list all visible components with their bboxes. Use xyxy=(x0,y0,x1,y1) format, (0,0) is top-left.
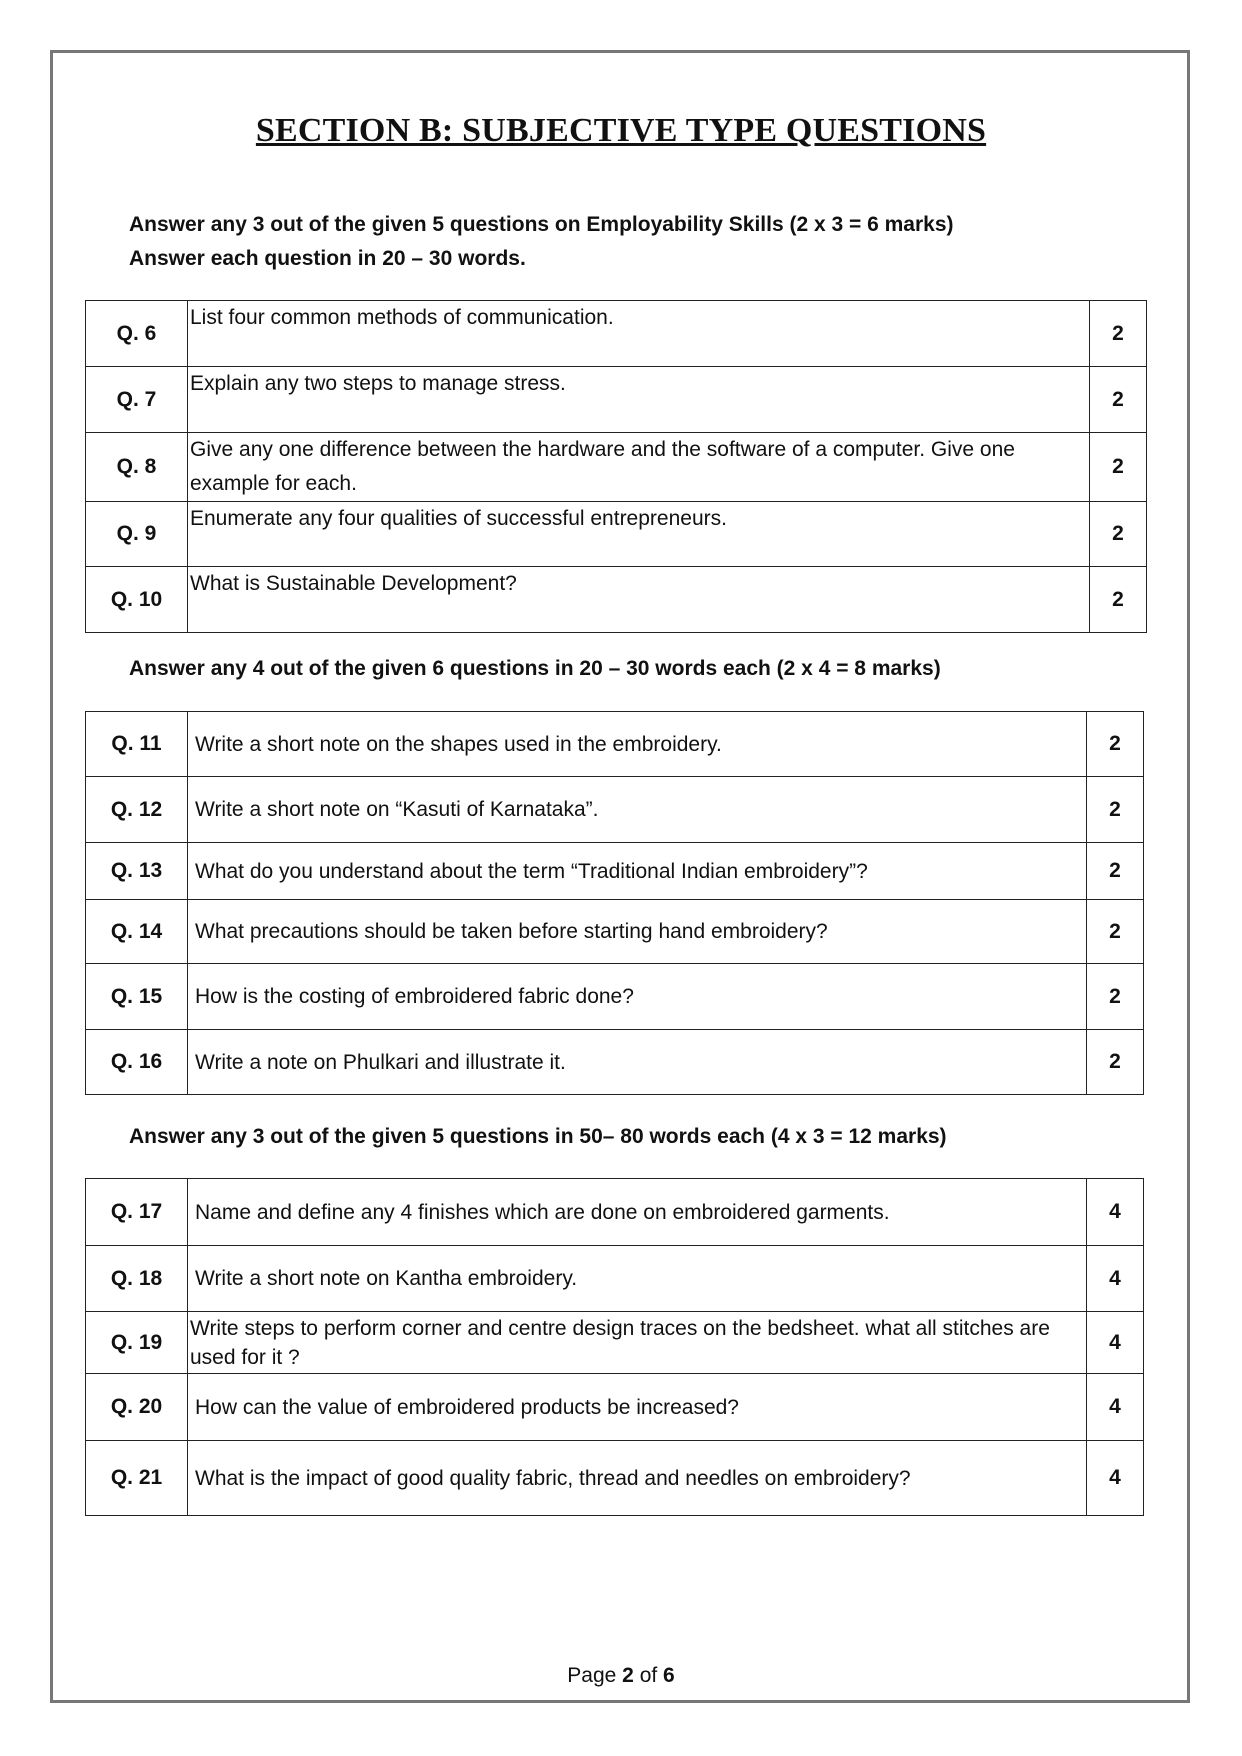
question-row xyxy=(86,433,1147,502)
of-label: of xyxy=(639,1664,658,1687)
question-number: Q. 10 xyxy=(86,567,188,633)
question-row xyxy=(86,777,1144,843)
question-text: Give any one difference between the hardware and the software of a computer. Give one example for each. xyxy=(188,433,1090,502)
question-marks: 4 xyxy=(1087,1246,1144,1312)
question-number: Q. 21 xyxy=(86,1441,188,1516)
question-marks: 4 xyxy=(1087,1312,1144,1374)
question-marks: 2 xyxy=(1090,433,1147,502)
part1-instruction-line1: Answer any 3 out of the given 5 questions on Employability Skills (2 x 3 = 6 marks) xyxy=(129,213,954,236)
question-marks: 2 xyxy=(1087,712,1144,777)
question-row xyxy=(86,964,1144,1030)
question-number: Q. 8 xyxy=(86,433,188,502)
question-number: Q. 13 xyxy=(86,843,188,900)
question-text: How is the costing of embroidered fabric done? xyxy=(188,964,1087,1030)
question-text: Write a short note on the shapes used in the embroidery. xyxy=(188,712,1087,777)
question-number: Q. 14 xyxy=(86,900,188,964)
question-marks: 4 xyxy=(1087,1374,1144,1441)
question-row xyxy=(86,1246,1144,1312)
question-number: Q. 16 xyxy=(86,1030,188,1095)
question-marks: 2 xyxy=(1090,367,1147,433)
part1-instruction-line2: Answer each question in 20 – 30 words. xyxy=(129,247,526,270)
question-row xyxy=(86,1312,1144,1374)
section-title: SECTION B: SUBJECTIVE TYPE QUESTIONS xyxy=(255,112,987,149)
part3-instruction: Answer any 3 out of the given 5 questions in 50– 80 words each (4 x 3 = 12 marks) xyxy=(129,1125,947,1148)
question-marks: 2 xyxy=(1090,502,1147,567)
page-label: Page xyxy=(567,1664,617,1687)
question-row xyxy=(86,843,1144,900)
question-marks: 2 xyxy=(1087,1030,1144,1095)
question-number: Q. 18 xyxy=(86,1246,188,1312)
question-text: Enumerate any four qualities of successful entrepreneurs. xyxy=(188,502,1090,567)
total-pages: 6 xyxy=(663,1664,675,1687)
question-marks: 2 xyxy=(1087,777,1144,843)
question-marks: 2 xyxy=(1090,567,1147,633)
question-text: Write steps to perform corner and centre design traces on the bedsheet. what all stitches are used for it ? xyxy=(188,1312,1087,1374)
question-marks: 2 xyxy=(1087,900,1144,964)
question-number: Q. 15 xyxy=(86,964,188,1030)
question-row xyxy=(86,712,1144,777)
question-text: Explain any two steps to manage stress. xyxy=(188,367,1090,433)
question-marks: 4 xyxy=(1087,1441,1144,1516)
part2-question-table xyxy=(85,711,1144,1095)
question-row xyxy=(86,301,1147,367)
question-row xyxy=(86,502,1147,567)
question-row xyxy=(86,1179,1144,1246)
question-number: Q. 6 xyxy=(86,301,188,367)
question-marks: 4 xyxy=(1087,1179,1144,1246)
question-number: Q. 20 xyxy=(86,1374,188,1441)
question-row xyxy=(86,367,1147,433)
question-text: What do you understand about the term “Traditional Indian embroidery”? xyxy=(188,843,1087,900)
question-row xyxy=(86,900,1144,964)
part1-question-table xyxy=(85,300,1147,633)
current-page: 2 xyxy=(622,1664,634,1687)
question-marks: 2 xyxy=(1087,843,1144,900)
question-row xyxy=(86,1030,1144,1095)
question-text: Write a note on Phulkari and illustrate it. xyxy=(188,1030,1087,1095)
question-row xyxy=(86,1441,1144,1516)
page-number-footer xyxy=(0,1664,1242,1688)
question-number: Q. 9 xyxy=(86,502,188,567)
question-number: Q. 7 xyxy=(86,367,188,433)
question-number: Q. 11 xyxy=(86,712,188,777)
question-text: Write a short note on Kantha embroidery. xyxy=(188,1246,1087,1312)
question-number: Q. 12 xyxy=(86,777,188,843)
question-number: Q. 19 xyxy=(86,1312,188,1374)
question-text: Name and define any 4 finishes which are done on embroidered garments. xyxy=(188,1179,1087,1246)
question-row xyxy=(86,1374,1144,1441)
question-text: What precautions should be taken before starting hand embroidery? xyxy=(188,900,1087,964)
question-text: What is the impact of good quality fabric, thread and needles on embroidery? xyxy=(188,1441,1087,1516)
question-text: How can the value of embroidered products be increased? xyxy=(188,1374,1087,1441)
question-marks: 2 xyxy=(1090,301,1147,367)
question-text: Write a short note on “Kasuti of Karnataka”. xyxy=(188,777,1087,843)
question-text: What is Sustainable Development? xyxy=(188,567,1090,633)
part3-question-table xyxy=(85,1178,1144,1516)
question-number: Q. 17 xyxy=(86,1179,188,1246)
question-row xyxy=(86,567,1147,633)
question-text: List four common methods of communication. xyxy=(188,301,1090,367)
part2-instruction: Answer any 4 out of the given 6 questions in 20 – 30 words each (2 x 4 = 8 marks) xyxy=(129,657,941,680)
question-marks: 2 xyxy=(1087,964,1144,1030)
